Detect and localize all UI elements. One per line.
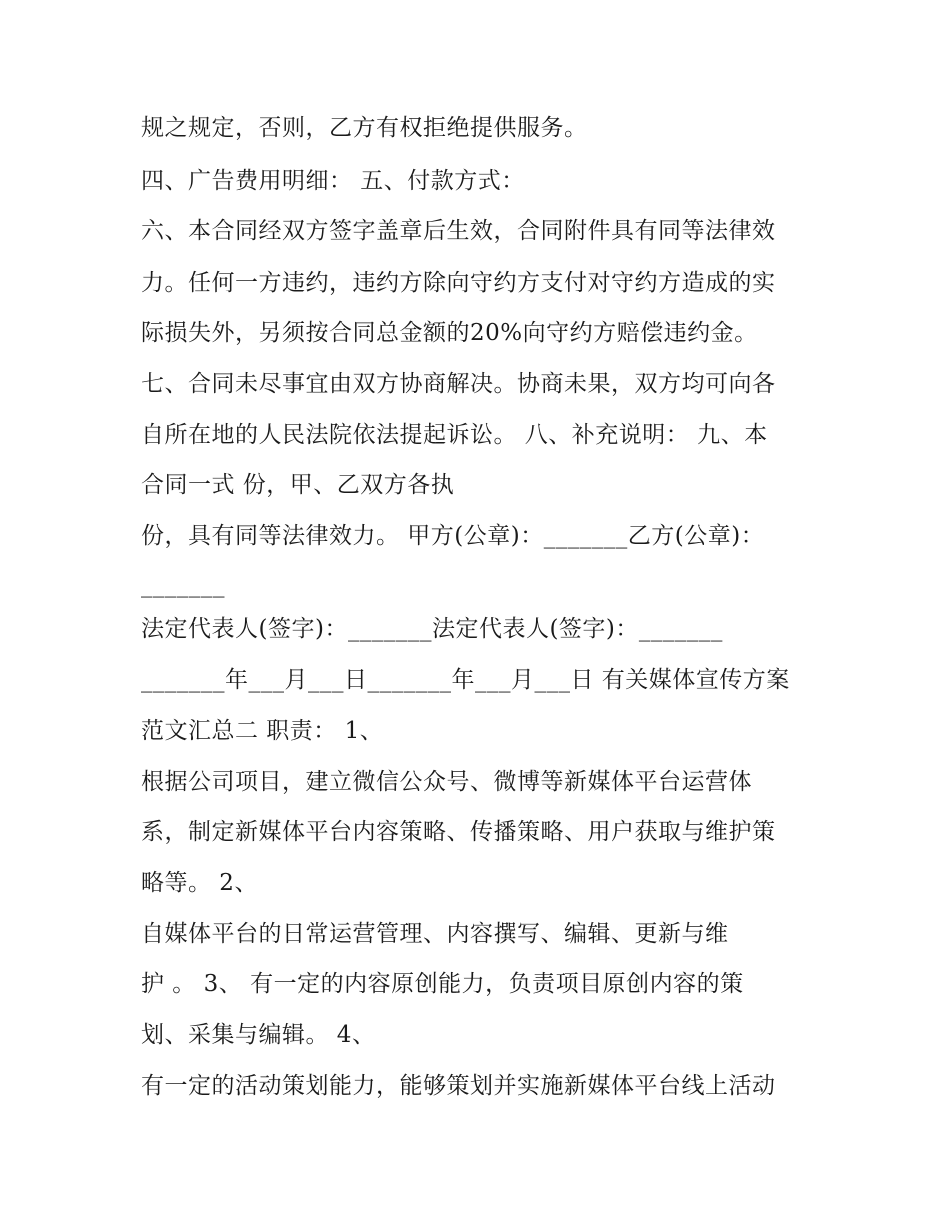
text-line: 自媒体平台的日常运营管理、内容撰写、编辑、更新与维 (141, 921, 729, 947)
text-line: 划、采集与编辑。 4、 (141, 1022, 376, 1048)
text-line: 有一定的活动策划能力，能够策划并实施新媒体平台线上活动 (141, 1073, 776, 1099)
text-line: 份，具有同等法律效力。 甲方(公章)：_______乙方(公章)： (141, 523, 765, 549)
text-line: _______年___月___日_______年___月___日 有关媒体宣传方案 (141, 667, 790, 693)
text-line: 法定代表人(签字)：_______法定代表人(签字)：_______ (141, 616, 723, 642)
text-line: 范文汇总二 职责： 1、 (141, 718, 384, 744)
text-line: 规之规定，否则，乙方有权拒绝提供服务。 (141, 115, 588, 141)
text-line: 合同一式 份，甲、乙双方各执 (141, 472, 455, 498)
text-line: 七、合同未尽事宜由双方协商解决。协商未果，双方均可向各 (141, 371, 776, 397)
text-line: 力。任何一方违约，违约方除向守约方支付对守约方造成的实 (141, 270, 776, 296)
text-line: 六、本合同经双方签字盖章后生效，合同附件具有同等法律效 (141, 218, 776, 244)
text-line: 护 。 3、 有一定的内容原创能力，负责项目原创内容的策 (141, 971, 744, 997)
text-line: 根据公司项目，建立微信公众号、微博等新媒体平台运营体 (141, 769, 752, 795)
text-line: 四、广告费用明细： 五、付款方式： (141, 168, 525, 194)
text-line: 系，制定新媒体平台内容策略、传播策略、用户获取与维护策 (141, 819, 776, 845)
text-line: 际损失外，另须按合同总金额的20%向守约方赔偿违约金。 (141, 320, 758, 346)
text-line: 自所在地的人民法院依法提起诉讼。 八、补充说明： 九、本 (141, 422, 768, 448)
text-line: _______ (141, 572, 225, 598)
text-line: 略等。 2、 (141, 870, 258, 896)
